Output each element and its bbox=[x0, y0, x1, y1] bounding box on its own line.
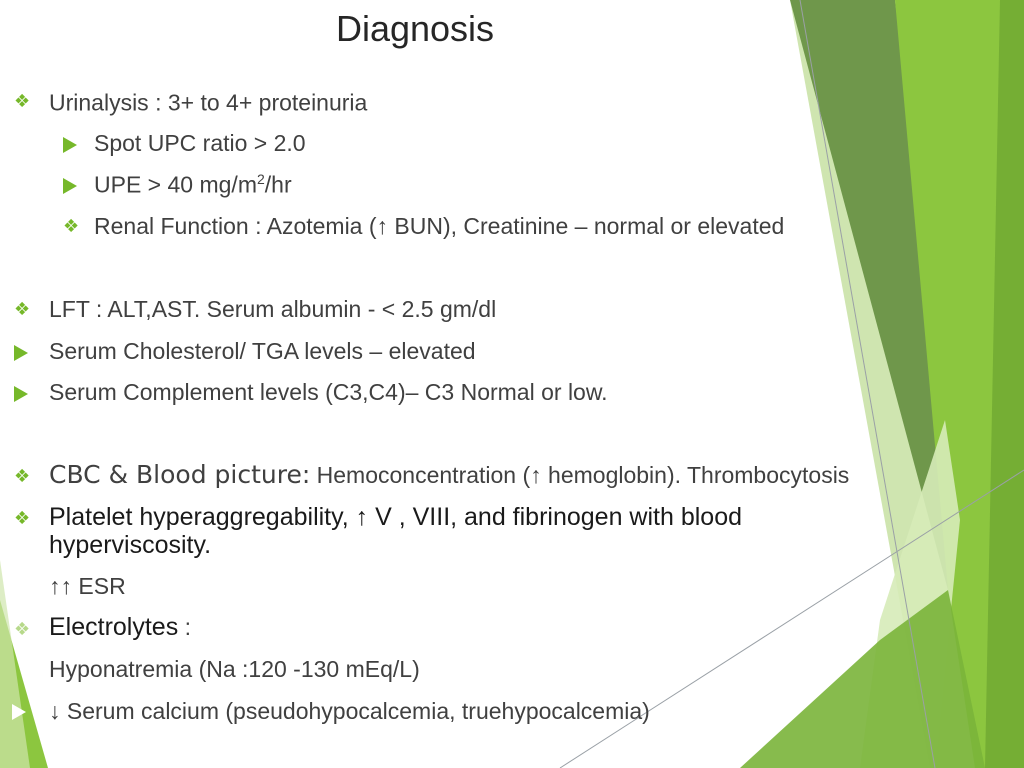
list-item-text: Serum Cholesterol/ TGA levels – elevated bbox=[49, 338, 476, 364]
list-item-text: Serum Complement levels (C3,C4)– C3 Normal or low. bbox=[49, 379, 608, 405]
list-item-text: Platelet hyperaggregability, ↑ V , VIII, and fibrinogen with blood bbox=[49, 503, 743, 531]
list-item bbox=[49, 88, 367, 116]
list-item bbox=[94, 213, 784, 240]
arrow-bullet-icon bbox=[14, 345, 30, 361]
list-item bbox=[49, 503, 742, 559]
list-item-text: Urinalysis : 3+ to 4+ proteinuria bbox=[49, 89, 368, 116]
diamond-bullet-icon: ❖ bbox=[14, 619, 31, 639]
list-item-text: UPE > 40 mg/m bbox=[94, 171, 257, 198]
list-item bbox=[49, 698, 650, 725]
list-item bbox=[94, 171, 292, 199]
list-item bbox=[49, 460, 849, 489]
list-item-text: Spot UPC ratio > 2.0 bbox=[94, 130, 306, 156]
superscript: 2 bbox=[256, 171, 265, 187]
list-item bbox=[94, 130, 306, 157]
arrow-bullet-icon bbox=[63, 137, 79, 153]
deco-wedge-green bbox=[740, 590, 985, 768]
list-item-text: Hemoconcentration (↑ hemoglobin). Thrombocytosis bbox=[310, 462, 850, 488]
list-item-text: /hr bbox=[264, 171, 292, 198]
list-item-text: Hyponatremia (Na :120 -130 mEq/L) bbox=[49, 656, 420, 682]
list-item bbox=[49, 296, 496, 323]
diamond-bullet-icon: ❖ bbox=[14, 299, 31, 319]
diamond-bullet-icon: ❖ bbox=[63, 216, 80, 236]
arrow-bullet-icon bbox=[14, 386, 30, 402]
arrow-bullet-icon bbox=[12, 704, 28, 720]
list-item bbox=[49, 613, 191, 642]
list-item-text: LFT : ALT,AST. Serum albumin - < 2.5 gm/dl bbox=[49, 296, 497, 322]
list-item-text: : bbox=[178, 614, 191, 640]
list-item bbox=[49, 338, 476, 365]
diamond-bullet-icon: ❖ bbox=[14, 466, 31, 486]
list-item bbox=[49, 656, 420, 683]
list-item bbox=[49, 573, 126, 600]
list-item-label: CBC & Blood picture: bbox=[49, 460, 311, 489]
list-item-text-continued: hyperviscosity. bbox=[49, 531, 212, 559]
list-item-text: ↓ Serum calcium (pseudohypocalcemia, truehypocalcemia) bbox=[49, 698, 650, 724]
diamond-bullet-icon: ❖ bbox=[14, 91, 31, 111]
list-item bbox=[49, 379, 608, 406]
list-item-label: Electrolytes bbox=[49, 613, 179, 641]
list-item-text: Renal Function : Azotemia (↑ BUN), Creatinine – normal or elevated bbox=[94, 213, 785, 239]
diamond-bullet-icon: ❖ bbox=[14, 508, 31, 528]
page-title: Diagnosis bbox=[335, 8, 495, 49]
arrow-bullet-icon bbox=[63, 178, 79, 194]
list-item-text: ↑↑ ESR bbox=[49, 573, 126, 599]
